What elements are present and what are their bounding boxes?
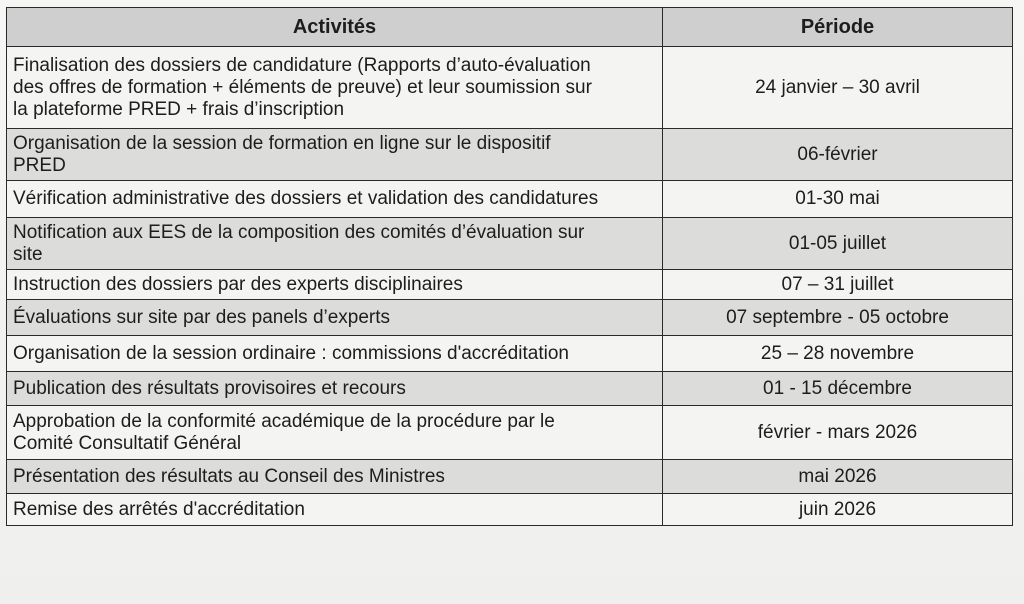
header-period: Période bbox=[663, 8, 1013, 47]
table-row bbox=[7, 218, 1013, 270]
period-cell: 07 – 31 juillet bbox=[663, 270, 1013, 300]
activity-cell bbox=[7, 494, 663, 526]
activity-line: la plateforme PRED + frais d’inscription bbox=[13, 98, 345, 120]
activity-cell bbox=[7, 406, 663, 460]
table-row bbox=[7, 300, 1013, 336]
table-row bbox=[7, 372, 1013, 406]
activity-line: Finalisation des dossiers de candidature (Rapports d’auto-évaluation bbox=[13, 54, 591, 76]
activity-line: Organisation de la session de formation en ligne sur le dispositif bbox=[13, 132, 551, 154]
activity-line: Instruction des dossiers par des experts disciplinaires bbox=[13, 273, 463, 295]
activity-line: Publication des résultats provisoires et recours bbox=[13, 377, 406, 399]
activity-line: Comité Consultatif Général bbox=[13, 432, 242, 454]
table-row bbox=[7, 129, 1013, 181]
activity-line: Organisation de la session ordinaire : commissions d'accréditation bbox=[13, 342, 569, 364]
table-header-row bbox=[7, 8, 1013, 47]
activity-line: Notification aux EES de la composition des comités d’évaluation sur bbox=[13, 221, 585, 243]
activity-line: Évaluations sur site par des panels d’experts bbox=[13, 306, 391, 328]
activity-line: des offres de formation + éléments de preuve) et leur soumission sur bbox=[13, 76, 592, 98]
table-row bbox=[7, 270, 1013, 300]
period-cell: juin 2026 bbox=[663, 494, 1013, 526]
activity-cell bbox=[7, 270, 663, 300]
period-cell: 01-05 juillet bbox=[663, 218, 1013, 270]
period-cell: 25 – 28 novembre bbox=[663, 336, 1013, 372]
activity-cell bbox=[7, 181, 663, 218]
activity-line: site bbox=[13, 243, 43, 265]
activity-cell bbox=[7, 47, 663, 129]
table-row bbox=[7, 336, 1013, 372]
period-cell: mai 2026 bbox=[663, 460, 1013, 494]
header-activities: Activités bbox=[7, 8, 663, 47]
activity-line: PRED bbox=[13, 154, 66, 176]
activity-cell bbox=[7, 372, 663, 406]
activity-line: Remise des arrêtés d'accréditation bbox=[13, 498, 305, 520]
table-row bbox=[7, 181, 1013, 218]
period-cell: 06-février bbox=[663, 129, 1013, 181]
period-cell: 01 - 15 décembre bbox=[663, 372, 1013, 406]
activity-cell bbox=[7, 218, 663, 270]
activity-line: Approbation de la conformité académique de la procédure par le bbox=[13, 410, 555, 432]
activity-cell bbox=[7, 300, 663, 336]
activity-line: Vérification administrative des dossiers et validation des candidatures bbox=[13, 188, 599, 209]
period-cell: février - mars 2026 bbox=[663, 406, 1013, 460]
activity-cell bbox=[7, 460, 663, 494]
period-cell: 07 septembre - 05 octobre bbox=[663, 300, 1013, 336]
table-row bbox=[7, 47, 1013, 129]
table-body bbox=[7, 47, 1013, 526]
table-row bbox=[7, 494, 1013, 526]
period-cell: 24 janvier – 30 avril bbox=[663, 47, 1013, 129]
table-row bbox=[7, 406, 1013, 460]
activity-line: Présentation des résultats au Conseil des Ministres bbox=[13, 465, 445, 487]
activity-cell bbox=[7, 336, 663, 372]
activity-cell bbox=[7, 129, 663, 181]
table-row bbox=[7, 460, 1013, 494]
schedule-table bbox=[6, 7, 1013, 526]
period-cell: 01-30 mai bbox=[663, 181, 1013, 218]
